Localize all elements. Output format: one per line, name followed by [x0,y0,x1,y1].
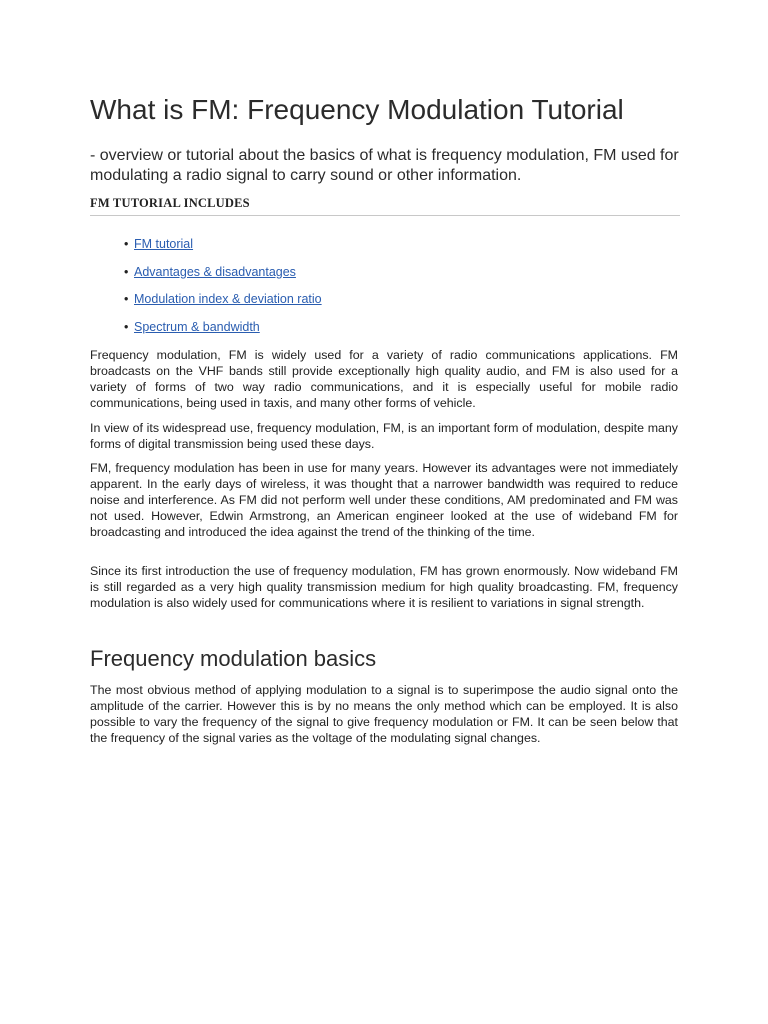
page-title: What is FM: Frequency Modulation Tutorial [90,94,624,125]
list-item [124,291,322,319]
tutorial-includes-label: FM TUTORIAL INCLUDES [90,196,250,210]
body-paragraph: Since its first introduction the use of frequency modulation, FM has grown enormously. Now wideband FM is still regarded as a very high quality transmission medium for high quality broadcasting. FM, frequency modulation is also widely used for communications where it is resilient to variations in signal strength. [90,564,678,610]
list-item [124,319,322,347]
list-item [124,264,322,292]
article-subtitle: - overview or tutorial about the basics of what is frequency modulation, FM used for modulating a radio signal to carry sound or other information. [90,147,679,184]
bullet-icon: • [124,319,129,334]
bullet-icon: • [124,264,129,279]
link-modulation-index[interactable]: Modulation index & deviation ratio [134,292,322,306]
link-advantages-disadvantages[interactable]: Advantages & disadvantages [134,264,296,279]
link-fm-tutorial[interactable]: FM tutorial [134,237,194,251]
bullet-icon: • [124,292,129,306]
body-paragraph: FM, frequency modulation has been in use for many years. However its advantages were not immediately apparent. In the early days of wireless, it was thought that a narrower bandwidth was required to reduce noise and interference. As FM did not perform well under these conditions, AM predominated and FM was not used. However, Edwin Armstrong, an American engineer looked at the use of wideband FM for broadcasting and introduced the idea against the trend of the thinking of the time. [90,461,678,539]
body-paragraph: In view of its widespread use, frequency modulation, FM, is an important form of modulation, despite many forms of digital transmission being used these days. [90,421,678,451]
body-paragraph: Frequency modulation, FM is widely used for a variety of radio communications applications. FM broadcasts on the VHF bands still provide exceptionally high quality audio, and FM is also used for a variety of forms of two way radio communications, and it is especially useful for mobile radio communications, being used in taxis, and many other forms of vehicle. [90,348,678,410]
section-heading: Frequency modulation basics [90,646,377,671]
link-spectrum-bandwidth[interactable]: Spectrum & bandwidth [134,319,260,334]
body-paragraph: The most obvious method of applying modulation to a signal is to superimpose the audio signal onto the amplitude of the carrier. However this is by no means the only method which can be employed. It is also possible to vary the frequency of the signal to give frequency modulation or FM. It can be seen below that the frequency of the signal varies as the voltage of the modulating signal changes. [90,683,678,745]
section-divider [90,215,680,216]
list-item [124,236,322,264]
bullet-icon: • [124,237,129,251]
tutorial-contents-list [124,236,322,346]
